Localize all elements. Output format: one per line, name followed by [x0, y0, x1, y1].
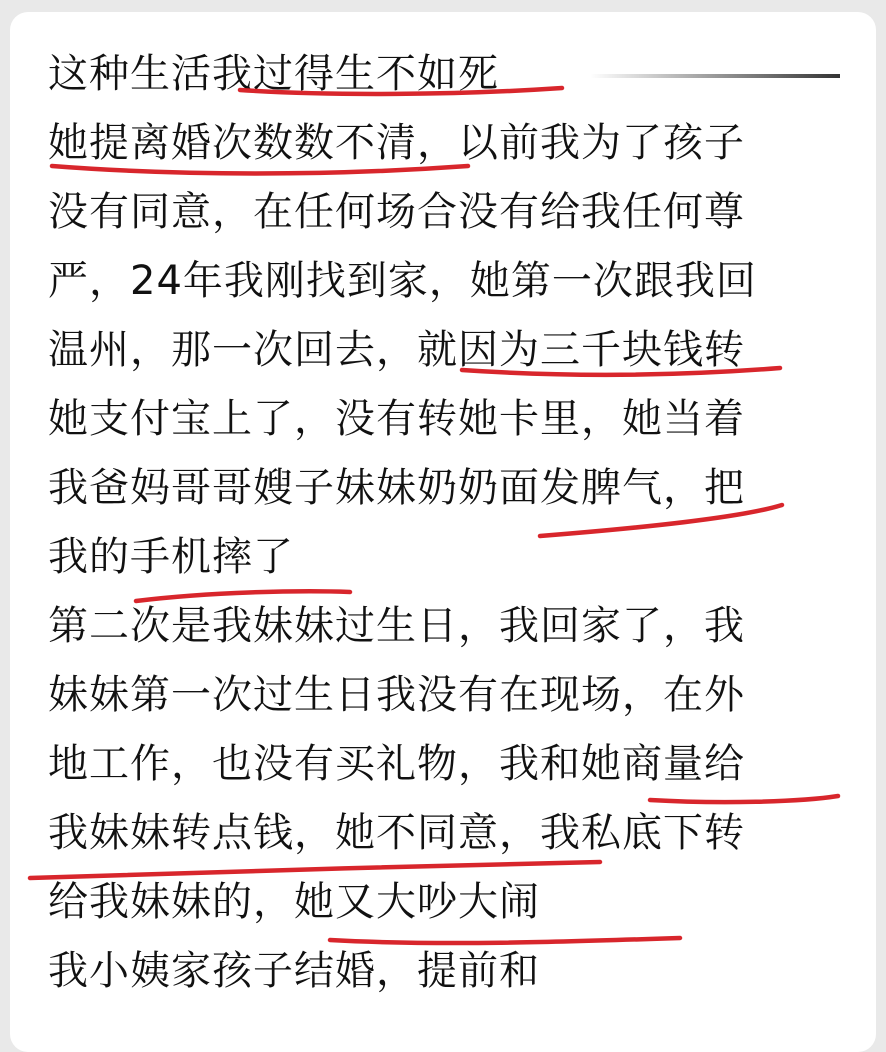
post-line: 严，24年我刚找到家，她第一次跟我回: [48, 258, 757, 304]
post-line: 给我妹妹的，她又大吵大闹: [48, 879, 540, 925]
post-line: 温州，那一次回去，就因为三千块钱转: [48, 327, 745, 373]
title-divider: [590, 74, 840, 78]
text-fade-overlay: [575, 960, 715, 1027]
post-line: 我妹妹转点钱，她不同意，我私底下转: [48, 810, 745, 856]
post-line: 我小姨家孩子结婚，提前和: [48, 948, 540, 994]
post-line: 她支付宝上了，没有转她卡里，她当着: [48, 396, 745, 442]
post-line: 我爸妈哥哥嫂子妹妹奶奶面发脾气，把: [48, 465, 745, 511]
post-line: 这种生活我过得生不如死: [48, 51, 499, 97]
post-line: 第二次是我妹妹过生日，我回家了，我: [48, 603, 745, 649]
post-body: [48, 40, 868, 1006]
post-line: 没有同意，在任何场合没有给我任何尊: [48, 189, 745, 235]
post-line: 我的手机摔了: [48, 534, 294, 580]
post-line: 妹妹第一次过生日我没有在现场，在外: [48, 672, 745, 718]
post-line: 她提离婚次数数不清，以前我为了孩子: [48, 120, 745, 166]
post-line: 地工作，也没有买礼物，我和她商量给: [48, 741, 745, 787]
